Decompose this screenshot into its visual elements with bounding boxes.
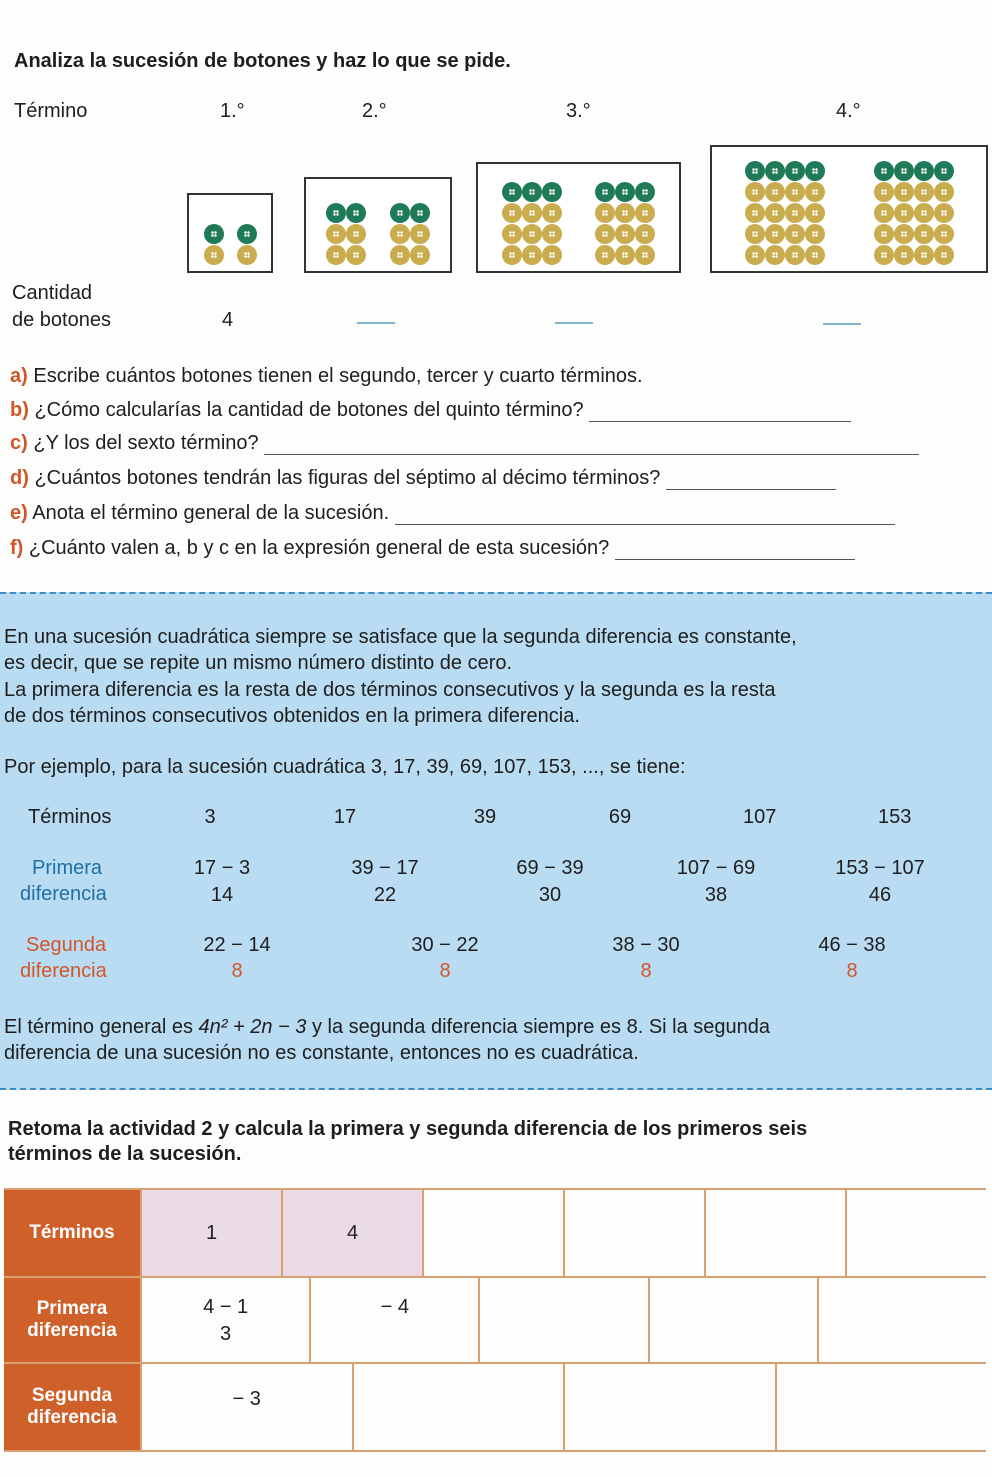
table-cell-second-diff[interactable]	[352, 1364, 564, 1450]
example-first-value: 38	[704, 884, 728, 906]
green-row	[326, 203, 366, 223]
green-row	[874, 161, 954, 181]
yellow-row	[204, 245, 224, 265]
button-group	[237, 224, 257, 265]
info-text: es decir, que se repite un mismo número distinto de cero.	[4, 652, 513, 674]
yellow-button-icon	[326, 224, 346, 244]
cell-value: 3	[220, 1323, 232, 1345]
answer-line-d[interactable]	[666, 471, 836, 490]
yellow-row	[390, 224, 430, 244]
answer-line-e[interactable]	[395, 506, 895, 525]
info-text: Por ejemplo, para la sucesión cuadrática 3, 17, 39, 69, 107, 153, ..., se tiene:	[4, 756, 686, 778]
yellow-button-icon	[805, 245, 825, 265]
yellow-button-icon	[745, 203, 765, 223]
yellow-button-icon	[805, 203, 825, 223]
yellow-button-icon	[326, 245, 346, 265]
example-term: 17	[333, 806, 357, 828]
yellow-button-icon	[346, 245, 366, 265]
yellow-button-icon	[615, 245, 635, 265]
yellow-button-icon	[615, 224, 635, 244]
yellow-row	[502, 245, 562, 265]
yellow-button-icon	[874, 182, 894, 202]
yellow-row	[745, 182, 825, 202]
yellow-button-icon	[502, 224, 522, 244]
green-button-icon	[805, 161, 825, 181]
example-second-label: diferencia	[20, 960, 107, 982]
yellow-button-icon	[410, 245, 430, 265]
yellow-button-icon	[765, 224, 785, 244]
green-row	[237, 224, 257, 244]
green-button-icon	[542, 182, 562, 202]
yellow-button-icon	[934, 203, 954, 223]
term-3-label: 3.°	[566, 100, 591, 122]
green-button-icon	[595, 182, 615, 202]
yellow-row	[745, 203, 825, 223]
term-2-count-blank[interactable]	[357, 322, 395, 324]
example-first-op: 69 − 39	[516, 857, 584, 879]
example-first-value: 46	[868, 884, 892, 906]
table-row-terms	[4, 1188, 986, 1276]
example-first-op: 17 − 3	[193, 857, 251, 879]
table-cell-first-diff[interactable]	[648, 1278, 817, 1362]
answer-line-b[interactable]	[589, 403, 851, 422]
term-4-figure	[710, 145, 988, 273]
example-second-op: 38 − 30	[612, 934, 680, 956]
question-a: a) Escribe cuántos botones tienen el segundo, tercer y cuarto términos.	[10, 365, 643, 387]
task-text: Retoma la actividad 2 y calcula la primera y segunda diferencia de los primeros seis	[8, 1118, 808, 1140]
example-second-op: 22 − 14	[203, 934, 271, 956]
yellow-button-icon	[874, 203, 894, 223]
yellow-button-icon	[542, 224, 562, 244]
yellow-button-icon	[595, 224, 615, 244]
table-cell-term[interactable]	[845, 1190, 986, 1276]
yellow-button-icon	[542, 203, 562, 223]
yellow-button-icon	[805, 182, 825, 202]
table-cell-first-diff[interactable]	[140, 1278, 309, 1362]
table-cell-second-diff[interactable]	[563, 1364, 775, 1450]
green-row	[595, 182, 655, 202]
yellow-button-icon	[522, 245, 542, 265]
button-group	[874, 161, 954, 265]
term-2-figure	[304, 177, 452, 273]
yellow-row	[874, 245, 954, 265]
yellow-button-icon	[914, 182, 934, 202]
table-row-first	[4, 1276, 986, 1362]
yellow-button-icon	[785, 182, 805, 202]
yellow-row	[326, 245, 366, 265]
yellow-row	[502, 203, 562, 223]
green-button-icon	[635, 182, 655, 202]
button-group	[204, 224, 224, 265]
yellow-button-icon	[765, 203, 785, 223]
table-cell-term[interactable]: 4	[281, 1190, 422, 1276]
yellow-button-icon	[502, 203, 522, 223]
example-first-op: 153 − 107	[835, 857, 925, 879]
table-cell-term[interactable]: 1	[140, 1190, 281, 1276]
yellow-button-icon	[745, 245, 765, 265]
table-cell-first-diff[interactable]	[817, 1278, 986, 1362]
question-f: f) ¿Cuánto valen a, b y c en la expresión general de esta sucesión?	[10, 537, 855, 560]
yellow-button-icon	[874, 224, 894, 244]
info-text: En una sucesión cuadrática siempre se satisface que la segunda diferencia es constante,	[4, 626, 797, 648]
green-button-icon	[390, 203, 410, 223]
yellow-button-icon	[914, 203, 934, 223]
yellow-button-icon	[502, 245, 522, 265]
yellow-button-icon	[204, 245, 224, 265]
green-button-icon	[502, 182, 522, 202]
table-cell-term[interactable]	[422, 1190, 563, 1276]
conclusion-2: diferencia de una sucesión no es constante, entonces no es cuadrática.	[4, 1042, 639, 1064]
count-label-1: Cantidad	[12, 282, 93, 304]
green-row	[204, 224, 224, 244]
yellow-button-icon	[874, 245, 894, 265]
green-button-icon	[237, 224, 257, 244]
button-group	[745, 161, 825, 265]
yellow-button-icon	[635, 203, 655, 223]
green-button-icon	[410, 203, 430, 223]
yellow-row	[326, 224, 366, 244]
term-label: Término	[14, 100, 88, 122]
example-second-value: 8	[640, 960, 652, 982]
green-button-icon	[765, 161, 785, 181]
table-row-second	[4, 1362, 986, 1452]
table-cell-first-diff[interactable]	[309, 1278, 478, 1362]
green-row	[745, 161, 825, 181]
green-button-icon	[326, 203, 346, 223]
green-button-icon	[894, 161, 914, 181]
cell-op: − 4	[380, 1296, 409, 1318]
term-4-label: 4.°	[836, 100, 861, 122]
example-term: 107	[743, 806, 777, 828]
row-header: Primera diferencia	[4, 1278, 140, 1362]
yellow-button-icon	[635, 245, 655, 265]
table-cell-term[interactable]	[704, 1190, 845, 1276]
yellow-row	[595, 203, 655, 223]
example-second-label: Segunda	[26, 934, 107, 956]
yellow-button-icon	[410, 224, 430, 244]
row-header: Segunda diferencia	[4, 1364, 140, 1450]
yellow-button-icon	[934, 182, 954, 202]
answer-line-f[interactable]	[615, 541, 855, 560]
green-button-icon	[914, 161, 934, 181]
info-box	[0, 592, 992, 1090]
green-button-icon	[204, 224, 224, 244]
example-first-value: 30	[538, 884, 562, 906]
example-second-value: 8	[231, 960, 243, 982]
example-terms-label: Términos	[28, 806, 112, 828]
yellow-button-icon	[390, 224, 410, 244]
term-3-figure	[476, 162, 681, 273]
example-first-op: 39 − 17	[351, 857, 419, 879]
table-cell-term[interactable]	[563, 1190, 704, 1276]
button-group	[595, 182, 655, 265]
green-button-icon	[346, 203, 366, 223]
question-d: d) ¿Cuántos botones tendrán las figuras del séptimo al décimo términos?	[10, 467, 836, 490]
yellow-row	[874, 203, 954, 223]
example-first-value: 14	[210, 884, 234, 906]
yellow-button-icon	[785, 203, 805, 223]
example-term: 69	[608, 806, 632, 828]
green-button-icon	[874, 161, 894, 181]
count-label-2: de botones	[12, 309, 111, 331]
example-term: 3	[204, 806, 216, 828]
green-row	[390, 203, 430, 223]
yellow-button-icon	[390, 245, 410, 265]
cell-op: 4 − 1	[203, 1296, 249, 1318]
yellow-button-icon	[615, 203, 635, 223]
yellow-button-icon	[785, 245, 805, 265]
yellow-button-icon	[894, 203, 914, 223]
yellow-button-icon	[522, 224, 542, 244]
yellow-button-icon	[765, 245, 785, 265]
green-button-icon	[522, 182, 542, 202]
example-second-value: 8	[439, 960, 451, 982]
question-b: b) ¿Cómo calcularías la cantidad de botones del quinto término?	[10, 399, 851, 422]
yellow-row	[874, 224, 954, 244]
yellow-button-icon	[894, 224, 914, 244]
button-group	[390, 203, 430, 265]
info-text: de dos términos consecutivos obtenidos en la primera diferencia.	[4, 705, 580, 727]
green-button-icon	[785, 161, 805, 181]
yellow-row	[745, 224, 825, 244]
example-first-label: Primera	[32, 857, 103, 879]
answer-line-c[interactable]	[264, 436, 919, 455]
yellow-row	[745, 245, 825, 265]
yellow-row	[595, 224, 655, 244]
yellow-button-icon	[894, 245, 914, 265]
yellow-row	[390, 245, 430, 265]
green-row	[502, 182, 562, 202]
task-text: términos de la sucesión.	[8, 1143, 242, 1165]
table-cell-first-diff[interactable]	[478, 1278, 647, 1362]
yellow-button-icon	[934, 245, 954, 265]
example-term: 39	[473, 806, 497, 828]
term-4-count-blank[interactable]	[823, 323, 861, 325]
yellow-button-icon	[914, 224, 934, 244]
table-cell-second-diff[interactable]: − 3	[140, 1364, 352, 1450]
yellow-row	[595, 245, 655, 265]
yellow-button-icon	[237, 245, 257, 265]
yellow-row	[502, 224, 562, 244]
term-2-label: 2.°	[362, 100, 387, 122]
question-c: c) ¿Y los del sexto término?	[10, 432, 919, 455]
yellow-button-icon	[934, 224, 954, 244]
yellow-button-icon	[745, 182, 765, 202]
green-button-icon	[934, 161, 954, 181]
question-e: e) Anota el término general de la sucesión.	[10, 502, 895, 525]
yellow-button-icon	[894, 182, 914, 202]
row-header: Términos	[4, 1190, 140, 1276]
example-term: 153	[878, 806, 912, 828]
yellow-button-icon	[542, 245, 562, 265]
example-first-value: 22	[373, 884, 397, 906]
green-button-icon	[615, 182, 635, 202]
info-text: La primera diferencia es la resta de dos términos consecutivos y la segunda es la resta	[4, 679, 776, 701]
example-first-label: diferencia	[20, 883, 107, 905]
yellow-button-icon	[785, 224, 805, 244]
term-3-count-blank[interactable]	[555, 322, 593, 324]
term-1-count: 4	[222, 309, 234, 331]
yellow-button-icon	[595, 245, 615, 265]
yellow-button-icon	[346, 224, 366, 244]
yellow-button-icon	[522, 203, 542, 223]
yellow-row	[237, 245, 257, 265]
example-second-op: 46 − 38	[818, 934, 886, 956]
yellow-button-icon	[805, 224, 825, 244]
term-1-figure	[187, 193, 273, 273]
yellow-button-icon	[595, 203, 615, 223]
example-first-op: 107 − 69	[676, 857, 756, 879]
yellow-button-icon	[765, 182, 785, 202]
table-cell-second-diff[interactable]	[775, 1364, 987, 1450]
example-second-value: 8	[846, 960, 858, 982]
yellow-button-icon	[745, 224, 765, 244]
activity-title: Analiza la sucesión de botones y haz lo que se pide.	[14, 50, 511, 72]
button-group	[326, 203, 366, 265]
yellow-row	[874, 182, 954, 202]
button-group	[502, 182, 562, 265]
green-button-icon	[745, 161, 765, 181]
yellow-button-icon	[914, 245, 934, 265]
yellow-button-icon	[635, 224, 655, 244]
term-1-label: 1.°	[220, 100, 245, 122]
conclusion-1: El término general es 4n² + 2n − 3 y la segunda diferencia siempre es 8. Si la segunda	[4, 1016, 771, 1038]
example-second-op: 30 − 22	[411, 934, 479, 956]
